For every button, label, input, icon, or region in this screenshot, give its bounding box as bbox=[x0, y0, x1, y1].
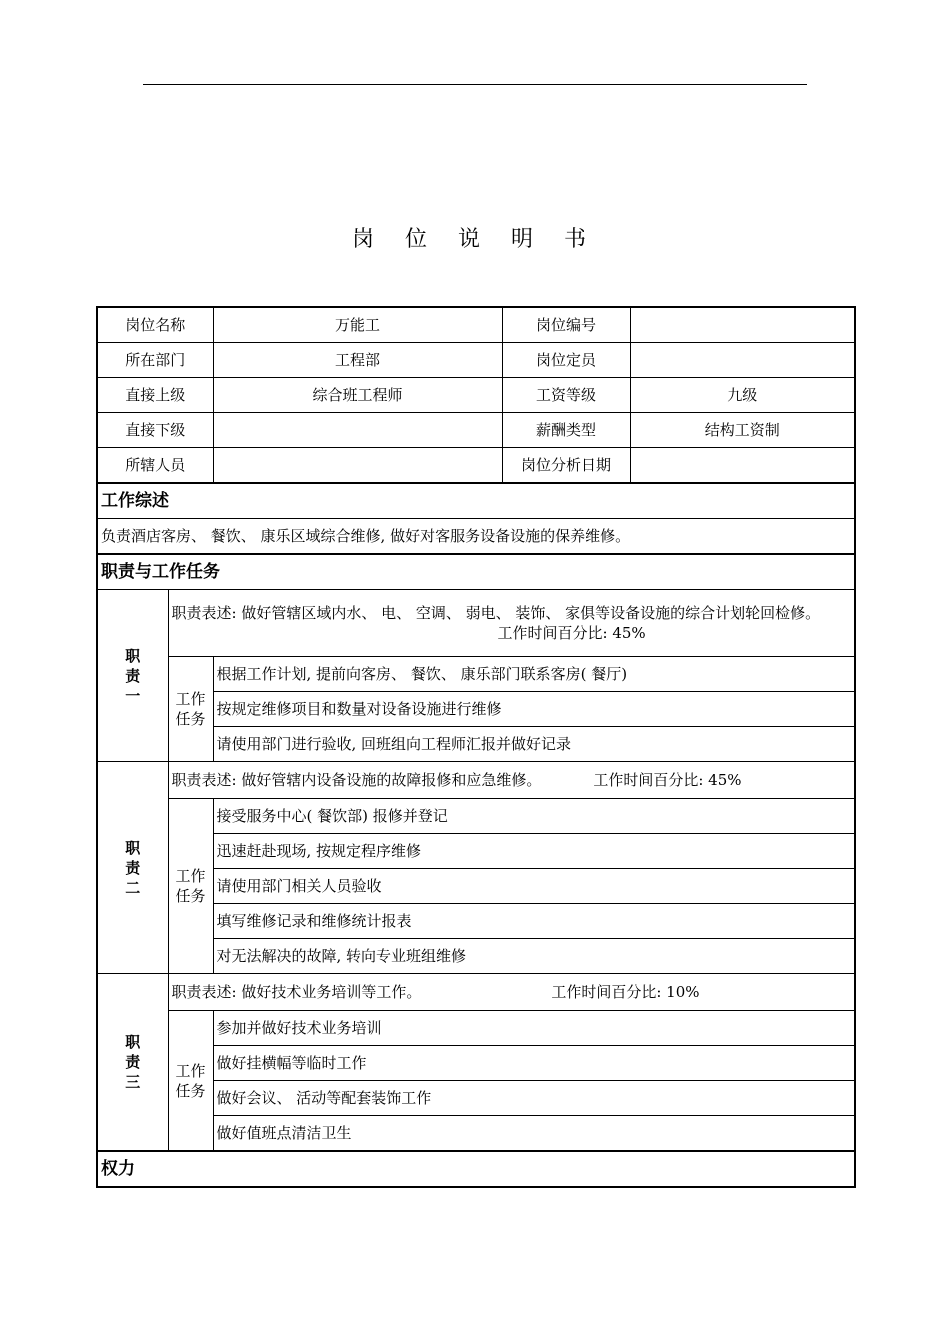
task-item: 做好会议、 活动等配套装饰工作 bbox=[213, 1081, 855, 1116]
task-label bbox=[168, 799, 213, 974]
info-value: 工程部 bbox=[213, 343, 502, 378]
duty-label bbox=[97, 762, 168, 974]
duty-label-text: 职责二 bbox=[125, 838, 141, 897]
info-label: 薪酬类型 bbox=[502, 413, 630, 448]
task-item: 接受服务中心( 餐饮部) 报修并登记 bbox=[213, 799, 855, 834]
info-value bbox=[213, 413, 502, 448]
task-item: 做好值班点清洁卫生 bbox=[213, 1116, 855, 1152]
duty-statement: 职责表述: 做好管辖区域内水、 电、 空调、 弱电、 装饰、 家俱等设备设施的综合计划轮回检修。 bbox=[171, 604, 821, 622]
info-label: 岗位分析日期 bbox=[502, 448, 630, 484]
authority-section bbox=[97, 1151, 855, 1187]
task-item: 请使用部门进行验收, 回班组向工程师汇报并做好记录 bbox=[213, 727, 855, 762]
task-item: 按规定维修项目和数量对设备设施进行维修 bbox=[213, 692, 855, 727]
task-item: 迅速赶赴现场, 按规定程序维修 bbox=[213, 834, 855, 869]
duty-statement: 职责表述: 做好管辖内设备设施的故障报修和应急维修。 bbox=[171, 771, 542, 789]
duty-label bbox=[97, 590, 168, 762]
info-value: 万能工 bbox=[213, 307, 502, 343]
info-value: 九级 bbox=[630, 378, 855, 413]
task-item: 对无法解决的故障, 转向专业班组维修 bbox=[213, 939, 855, 974]
info-label: 所在部门 bbox=[97, 343, 213, 378]
info-section bbox=[97, 307, 855, 483]
info-row bbox=[97, 378, 855, 413]
info-value: 综合班工程师 bbox=[213, 378, 502, 413]
task-item: 请使用部门相关人员验收 bbox=[213, 869, 855, 904]
info-value bbox=[630, 307, 855, 343]
task-label-text: 工作任务 bbox=[175, 867, 206, 905]
duty-time-percent: 工作时间百分比: 45% bbox=[497, 624, 646, 642]
summary-heading: 工作综述 bbox=[97, 483, 855, 519]
info-label: 所辖人员 bbox=[97, 448, 213, 484]
task-item: 填写维修记录和维修统计报表 bbox=[213, 904, 855, 939]
info-label: 工资等级 bbox=[502, 378, 630, 413]
task-label-text: 工作任务 bbox=[175, 690, 206, 728]
duties-section bbox=[97, 590, 855, 1152]
duty-label-text: 职责一 bbox=[125, 646, 141, 705]
summary-section bbox=[97, 483, 855, 590]
duty-time-percent: 工作时间百分比: 10% bbox=[551, 983, 700, 1001]
info-row bbox=[97, 448, 855, 484]
task-label bbox=[168, 657, 213, 762]
task-item: 根据工作计划, 提前向客房、 餐饮、 康乐部门联系客房( 餐厅) bbox=[213, 657, 855, 692]
summary-text: 负责酒店客房、 餐饮、 康乐区域综合维修, 做好对客服务设备设施的保养维修。 bbox=[97, 519, 855, 555]
info-value: 结构工资制 bbox=[630, 413, 855, 448]
info-value bbox=[630, 343, 855, 378]
duty-statement-cell bbox=[168, 974, 855, 1011]
task-row bbox=[97, 799, 855, 834]
duty-label-text: 职责三 bbox=[125, 1033, 141, 1091]
duty-statement-cell bbox=[168, 762, 855, 799]
task-label bbox=[168, 1011, 213, 1152]
authority-heading: 权力 bbox=[97, 1151, 855, 1187]
info-label: 岗位编号 bbox=[502, 307, 630, 343]
task-item: 做好挂横幅等临时工作 bbox=[213, 1046, 855, 1081]
document-title: 岗 位 说 明 书 bbox=[352, 227, 598, 252]
info-value bbox=[213, 448, 502, 484]
job-description-table bbox=[96, 306, 856, 1188]
task-label-text: 工作任务 bbox=[175, 1061, 206, 1100]
duties-heading: 职责与工作任务 bbox=[97, 554, 855, 590]
task-row bbox=[97, 1011, 855, 1046]
info-row bbox=[97, 343, 855, 378]
task-row bbox=[97, 657, 855, 692]
info-row bbox=[97, 413, 855, 448]
duty-statement: 职责表述: 做好技术业务培训等工作。 bbox=[171, 983, 422, 1001]
header-rule bbox=[143, 84, 807, 85]
duty-label bbox=[97, 974, 168, 1152]
info-label: 岗位定员 bbox=[502, 343, 630, 378]
info-value bbox=[630, 448, 855, 484]
duty-statement-cell bbox=[168, 590, 855, 657]
info-row bbox=[97, 307, 855, 343]
task-item: 参加并做好技术业务培训 bbox=[213, 1011, 855, 1046]
info-label: 岗位名称 bbox=[97, 307, 213, 343]
info-label: 直接下级 bbox=[97, 413, 213, 448]
duty-time-percent: 工作时间百分比: 45% bbox=[593, 771, 742, 789]
info-label: 直接上级 bbox=[97, 378, 213, 413]
